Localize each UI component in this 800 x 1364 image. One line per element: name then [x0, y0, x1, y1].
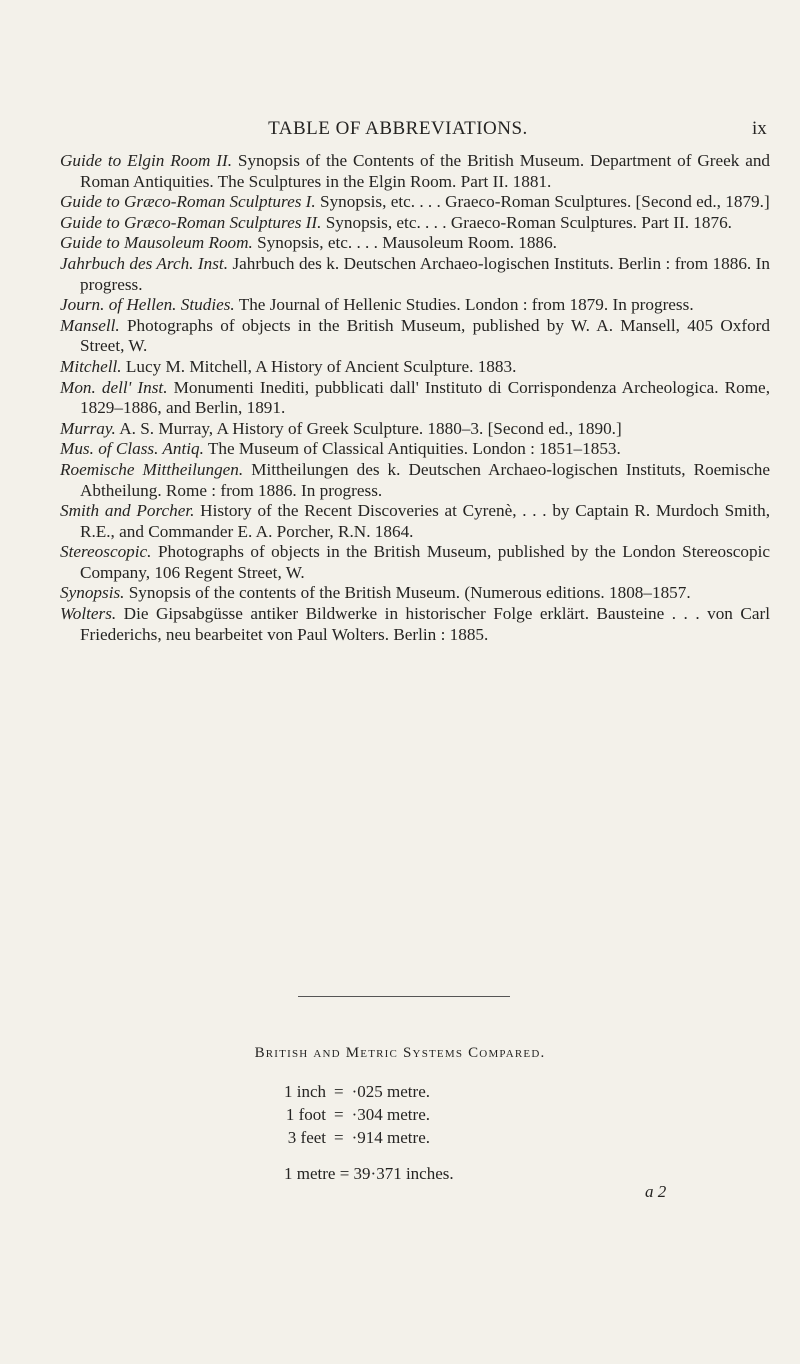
abbreviation-entry — [60, 604, 770, 645]
abbreviation-entry — [60, 583, 770, 604]
conversion-equals: = — [334, 1082, 344, 1101]
entry-abbreviation: Mus. of Class. Antiq. — [60, 439, 204, 459]
abbreviation-entry — [60, 233, 770, 254]
entry-text: Jahrbuch des k. Deutschen Archaeo-logischen Instituts. Berlin : from 1886. In progress. — [80, 253, 770, 294]
entry-abbreviation: Guide to Græco-Roman Sculptures II. — [60, 212, 322, 232]
abbreviation-entry — [60, 439, 770, 460]
abbreviation-entry — [60, 316, 770, 357]
abbreviation-entry — [60, 254, 770, 295]
abbreviation-entry — [60, 357, 770, 378]
conversion-unit: 1 inch — [284, 1082, 327, 1101]
conversion-value: ·304 metre. — [351, 1105, 430, 1124]
abbreviation-entry — [60, 501, 770, 542]
abbreviation-list — [60, 151, 770, 645]
conversion-equals: = — [334, 1128, 344, 1147]
entry-text: Mittheilungen des k. Deutschen Archaeo-logischen Instituts, Roemische Abtheilung. Rome : from 1886. In progress. — [80, 459, 770, 500]
metre-conversion: 1 metre = 39·371 inches. — [284, 1164, 454, 1183]
entry-abbreviation: Roemische Mittheilungen. — [60, 459, 244, 479]
section-divider — [298, 996, 510, 997]
entry-text: Photographs of objects in the British Museum, published by W. A. Mansell, 405 Oxford Street, W. — [80, 315, 770, 356]
conversion-title: British and Metric Systems Compared. — [254, 1045, 546, 1061]
entry-text: Synopsis, etc. . . . Mausoleum Room. 1886. — [252, 233, 557, 253]
running-header: TABLE OF ABBREVIATIONS. — [268, 118, 528, 139]
entry-text: Synopsis, etc. . . . Graeco-Roman Sculptures. [Second ed., 1879.] — [315, 192, 770, 212]
entry-abbreviation: Guide to Elgin Room II. — [60, 151, 233, 170]
abbreviation-entry — [60, 192, 770, 213]
conversion-table — [284, 1082, 430, 1151]
abbreviation-entry — [60, 151, 770, 192]
conversion-value: ·914 metre. — [351, 1128, 430, 1147]
entry-text: Synopsis, etc. . . . Graeco-Roman Sculptures. Part II. 1876. — [321, 212, 732, 232]
entry-text: Synopsis of the Contents of the British Museum. Department of Greek and Roman Antiquities. The Sculptures in the Elgin Room. Part II. 1881. — [80, 151, 771, 191]
conversion-row — [284, 1082, 430, 1105]
abbreviation-entry — [60, 419, 770, 440]
conversion-value: ·025 metre. — [351, 1082, 430, 1101]
entry-text: History of the Recent Discoveries at Cyrenè, . . . by Captain R. Murdoch Smith, R.E., and Commander E. A. Porcher, R.N. 1864. — [80, 501, 770, 541]
entry-abbreviation: Jahrbuch des Arch. Inst. — [60, 253, 229, 273]
conversion-row — [284, 1128, 430, 1151]
entry-abbreviation: Stereoscopic. — [60, 542, 152, 562]
entry-abbreviation: Guide to Mausoleum Room. — [60, 233, 253, 253]
entry-abbreviation: Smith and Porcher. — [60, 501, 195, 521]
conversion-unit: 1 foot — [285, 1105, 327, 1124]
signature-mark: a 2 — [645, 1182, 667, 1201]
entry-abbreviation: Journ. of Hellen. Studies. — [60, 295, 235, 315]
abbreviation-entry — [60, 542, 770, 583]
conversion-equals: = — [334, 1105, 344, 1124]
entry-text: Synopsis of the contents of the British Museum. (Numerous editions. 1808–1857. — [124, 583, 691, 603]
entry-abbreviation: Synopsis. — [60, 583, 125, 603]
entry-text: The Museum of Classical Antiquities. London : 1851–1853. — [203, 439, 621, 459]
entry-abbreviation: Guide to Græco-Roman Sculptures I. — [60, 192, 316, 212]
entry-text: Lucy M. Mitchell, A History of Ancient Sculpture. 1883. — [121, 356, 517, 376]
abbreviation-entry — [60, 460, 770, 501]
entry-abbreviation: Mitchell. — [60, 356, 122, 376]
entry-text: Die Gipsabgüsse antiker Bildwerke in historischer Folge erklärt. Bausteine . . . von Carl Friederichs, neu bearbeitet von Paul Wolters. Berlin : 1885. — [80, 604, 770, 644]
page-number: ix — [752, 118, 767, 139]
entry-text: The Journal of Hellenic Studies. London : from 1879. In progress. — [234, 295, 694, 315]
entry-text: Photographs of objects in the British Museum, published by the London Stereoscopic Company, 106 Regent Street, W. — [80, 542, 770, 582]
abbreviation-entry — [60, 213, 770, 234]
entry-text: A. S. Murray, A History of Greek Sculpture. 1880–3. [Second ed., 1890.] — [115, 418, 622, 438]
conversion-row — [284, 1105, 430, 1128]
entry-abbreviation: Mansell. — [60, 315, 120, 335]
conversion-unit: 3 feet — [287, 1128, 327, 1147]
abbreviation-entry — [60, 295, 770, 316]
entry-text: Monumenti Inediti, pubblicati dall' Instituto di Corrispondenza Archeologica. Rome, 1829–1886, and Berlin, 1891. — [80, 377, 770, 418]
abbreviation-entry — [60, 378, 770, 419]
entry-abbreviation: Wolters. — [60, 604, 117, 624]
entry-abbreviation: Mon. dell' Inst. — [60, 377, 168, 397]
entry-abbreviation: Murray. — [60, 418, 116, 438]
